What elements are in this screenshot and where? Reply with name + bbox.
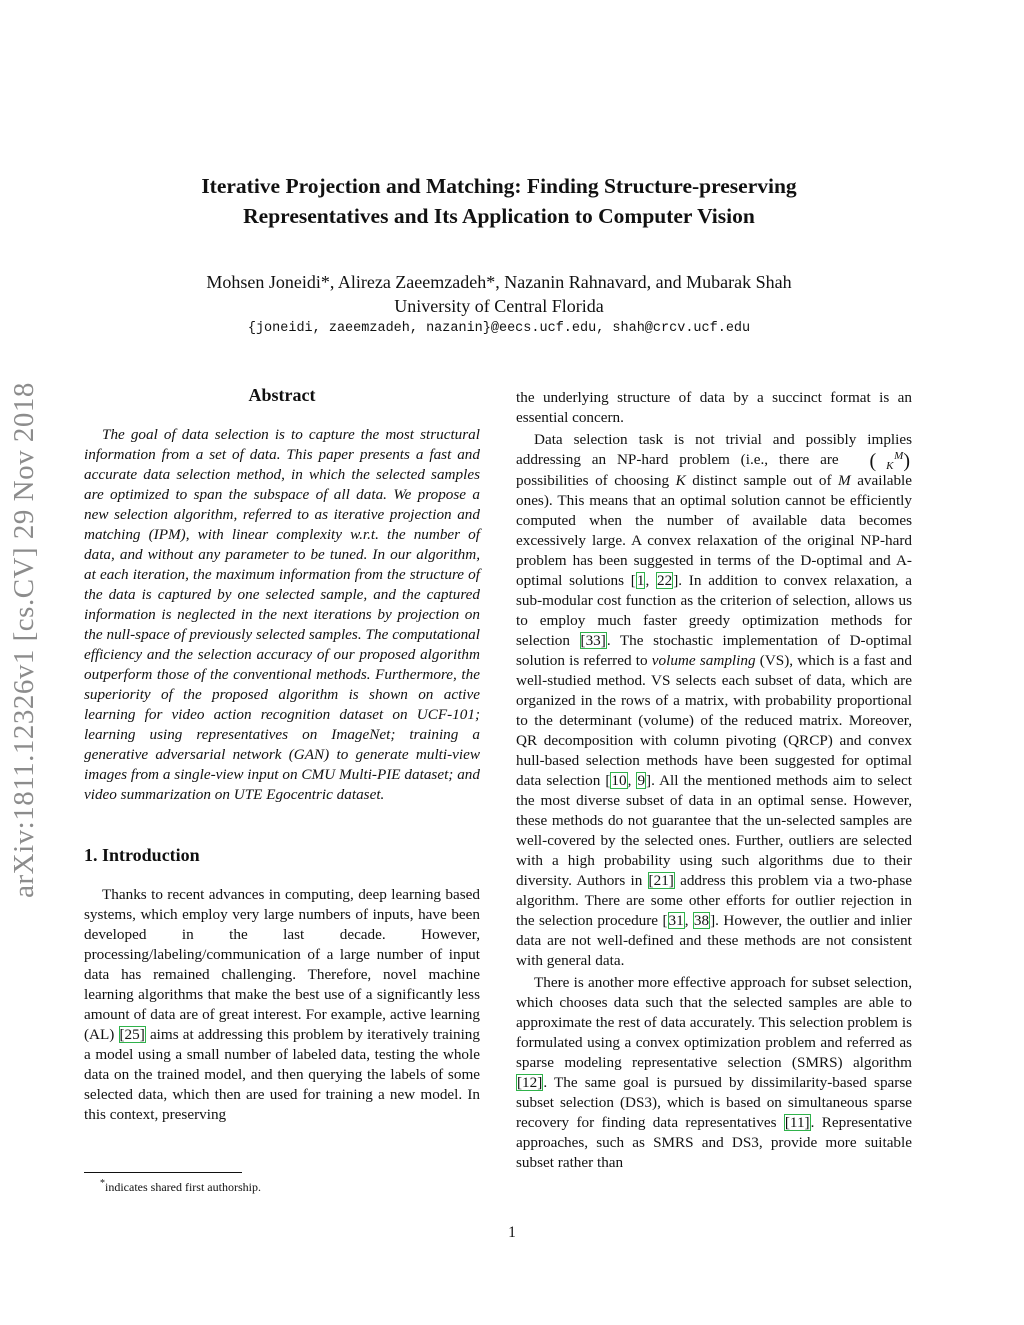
- ds-text-d: available ones). This means that an optimal solution cannot be efficiently computed when the number of available data becomes excessively large. A convex relaxation of the original NP-hard problem has been suggested in terms of the D-optimal and A-optimal solutions [: [516, 471, 913, 589]
- author-emails: {joneidi, zaeemzadeh, nazanin}@eecs.ucf.edu, shah@crcv.ucf.edu: [247, 321, 751, 336]
- ds-text-j: ]. However, the outlier and inlier data are not well-defined and these methods are not consistent with general data.: [516, 911, 912, 969]
- right-column: [516, 388, 912, 1173]
- ds-text-a: Data selection task is not trivial and possibly implies addressing an NP-hard problem (i.e., there are: [516, 431, 912, 468]
- ra-text-a: There is another more effective approach for subset selection, which chooses data such that the selected samples are able to approximate the rest of data accurately. This selection problem is formulated using a convex optimization problem and referred as sparse modeling representative selection (SMRS) algorithm: [516, 973, 912, 1071]
- citation-22[interactable]: 22: [657, 571, 673, 589]
- footnote-rule: [84, 1172, 242, 1173]
- page-number: 1: [508, 1224, 516, 1241]
- var-k: K: [675, 471, 686, 489]
- representative-approach-paragraph: [516, 973, 912, 1173]
- title-line-1: Iterative Projection and Matching: Finding Structure-preserving: [201, 174, 797, 198]
- ra-text-c: . Representative approaches, such as SMRS and DS3, provide more suitable subset rather than: [516, 1113, 913, 1171]
- cite-sep-2: ,: [627, 771, 637, 789]
- citation-11[interactable]: [11]: [784, 1113, 810, 1131]
- title-line-2: Representatives and Its Application to Computer Vision: [243, 204, 755, 228]
- abstract-heading: Abstract: [248, 385, 316, 405]
- citation-1[interactable]: 1: [636, 571, 645, 589]
- ds-text-i: address this problem via a two-phase algorithm. There are some other efforts for outlier rejection in the selection procedure [: [516, 871, 912, 929]
- paper-title: [84, 171, 914, 231]
- cite-sep-3: ,: [684, 911, 693, 929]
- binomial-coefficient: ( M K ): [869, 449, 910, 472]
- introduction-heading: 1. Introduction: [84, 845, 200, 865]
- footnote-mark: *: [100, 1178, 105, 1189]
- abstract-text: The goal of data selection is to capture the most structural information from a set of data. This paper presents a fast and accurate data selection method, in which the selected samples are optimized to span the subspace of all data. We propose a new selection algorithm, referred to as iterative projection and matching (IPM), with linear complexity w.r.t. the number of data, and without any parameter to be tuned. In our algorithm, at each iteration, the maximum information from the structure of the data is captured by one selected sample, and the captured information is neglected in the next iterations by projection on the null-space of previously selected samples. The computational efficiency and the selection accuracy of our proposed algorithm outperform those of the conventional methods. Furthermore, the superiority of the proposed algorithm is shown on active learning for video action recognition dataset on UCF-101; learning using representatives on ImageNet; training a generative adversarial network (GAN) to generate multi-view images from a single-view input on CMU Multi-PIE dataset; and video summarization on UTE Egocentric dataset.: [84, 426, 480, 803]
- citation-38[interactable]: 38: [693, 911, 710, 929]
- ra-text-b: . The same goal is pursued by dissimilarity-based sparse subset selection (DS3), which is based on simultaneous sparse recovery for finding data representatives: [516, 1073, 912, 1131]
- affiliation: University of Central Florida: [394, 296, 604, 316]
- ds-text-g: (VS), which is a fast and well-studied method. VS selects each subset of data, which are organized in the rows of a matrix, with probability proportional to the determinant (volume) of the reduced matrix. Moreover, QR decomposition with column pivoting (QRCP) and convex hull-based selection methods have been suggested for optimal data selection [: [516, 651, 912, 789]
- var-m: M: [838, 471, 851, 489]
- intro-text-b: aims at addressing this problem by iteratively training a model using a small number of labeled data, testing the whole data on the trained model, and then querying the labels of some selected data, which then are used for training a new model. In this context, preserving: [84, 1026, 480, 1123]
- citation-10[interactable]: 10: [611, 771, 627, 789]
- citation-21[interactable]: [21]: [648, 871, 674, 889]
- ds-text-b: possibilities of choosing: [516, 471, 676, 489]
- citation-9[interactable]: 9: [637, 771, 646, 789]
- left-column: [84, 385, 480, 1125]
- authors-line: Mohsen Joneidi*, Alireza Zaeemzadeh*, Nazanin Rahnavard, and Mubarak Shah: [206, 272, 792, 292]
- intro-text-a: Thanks to recent advances in computing, deep learning based systems, which employ very large numbers of inputs, have been developed in the last decade. However, processing/labeling/communication of a large number of input data has remained challenging. Therefore, novel machine learning algorithms that make the best use of a significantly less amount of data are of great interest. For example, active learning (AL): [84, 886, 480, 1043]
- citation-12[interactable]: [12]: [517, 1073, 543, 1091]
- citation-33[interactable]: [33]: [580, 631, 606, 649]
- arxiv-identifier: arXiv:1811.12326v1 [cs.CV] 29 Nov 2018: [8, 382, 40, 898]
- introduction-paragraph: [84, 885, 480, 1125]
- author-block: [84, 270, 914, 318]
- volume-sampling-term: volume sampling: [651, 651, 756, 669]
- citation-31[interactable]: 31: [668, 911, 684, 929]
- ds-text-h: ]. All the mentioned methods aim to select the most diverse subset of data in an optimal sense. However, these methods do not guarantee that the un-selected samples are well-covered by the selected ones. Further, outliers are selected with a high probability using such algorithms due to their diversity. Authors in: [516, 771, 912, 889]
- title-block: [84, 171, 914, 231]
- citation-25[interactable]: [25]: [119, 1026, 145, 1043]
- data-selection-paragraph: [516, 430, 912, 971]
- footnote-text: indicates shared first authorship.: [105, 1180, 261, 1194]
- binom-bottom: K: [886, 459, 894, 472]
- cite-sep-1: ,: [645, 571, 656, 589]
- ds-text-c: distinct sample out of: [685, 471, 839, 489]
- binom-top: M: [894, 449, 904, 462]
- ds-text-f: . The stochastic implementation of D-optimal solution is referred to: [516, 631, 912, 669]
- ds-text-e: ]. In addition to convex relaxation, a sub-modular cost function as the criterion of selection, allows us to employ much faster greedy optimization methods for selection: [516, 571, 912, 649]
- continued-paragraph: the underlying structure of data by a succinct format is an essential concern.: [516, 389, 912, 426]
- footnote: [100, 1178, 261, 1195]
